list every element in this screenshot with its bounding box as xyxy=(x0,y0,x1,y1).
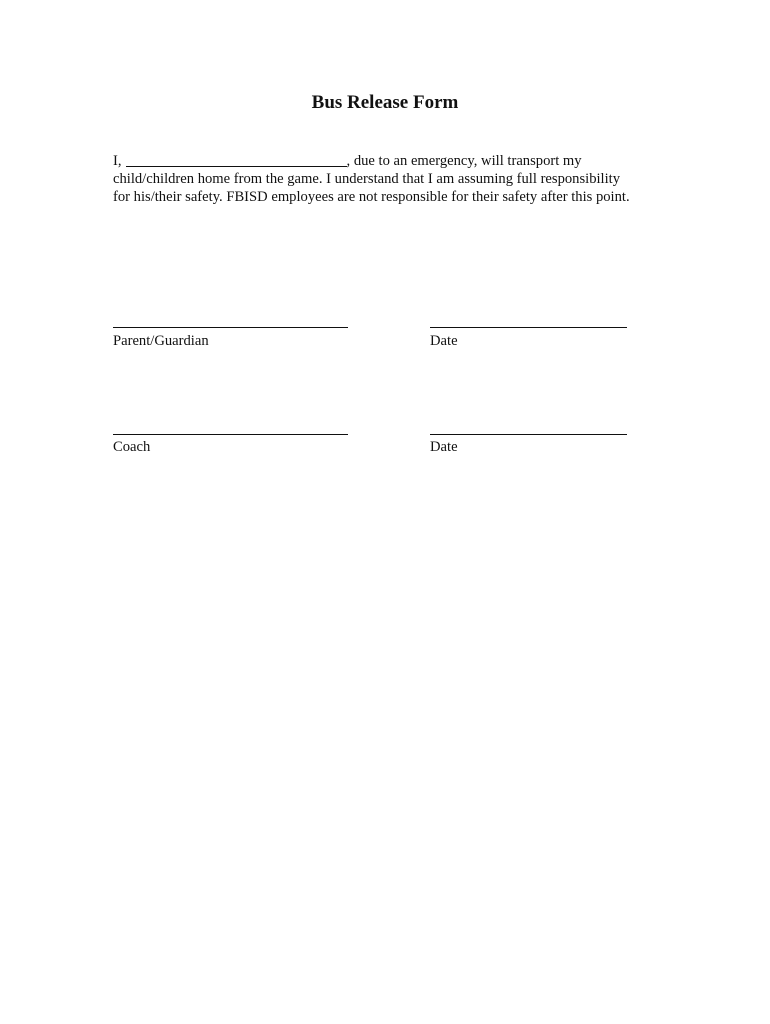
parent-signature-line[interactable] xyxy=(113,327,348,328)
statement-prefix: I, xyxy=(113,153,122,169)
statement-line-3: for his/their safety. FBISD employees are not responsible for their safety after this point. xyxy=(113,189,630,205)
release-statement xyxy=(113,152,673,206)
coach-date-label: Date xyxy=(430,439,458,455)
parent-signature-label: Parent/Guardian xyxy=(113,333,209,349)
parent-date-label: Date xyxy=(430,333,458,349)
statement-line-1 xyxy=(113,152,673,170)
coach-signature-line[interactable] xyxy=(113,434,348,435)
coach-date-line[interactable] xyxy=(430,434,627,435)
parent-date-line[interactable] xyxy=(430,327,627,328)
coach-signature-label: Coach xyxy=(113,439,151,455)
statement-line-1-text: , due to an emergency, will transport my xyxy=(346,153,582,169)
statement-line-2: child/children home from the game. I understand that I am assuming full responsibility xyxy=(113,171,621,187)
form-title: Bus Release Form xyxy=(311,92,459,113)
name-blank-field[interactable] xyxy=(126,153,347,167)
